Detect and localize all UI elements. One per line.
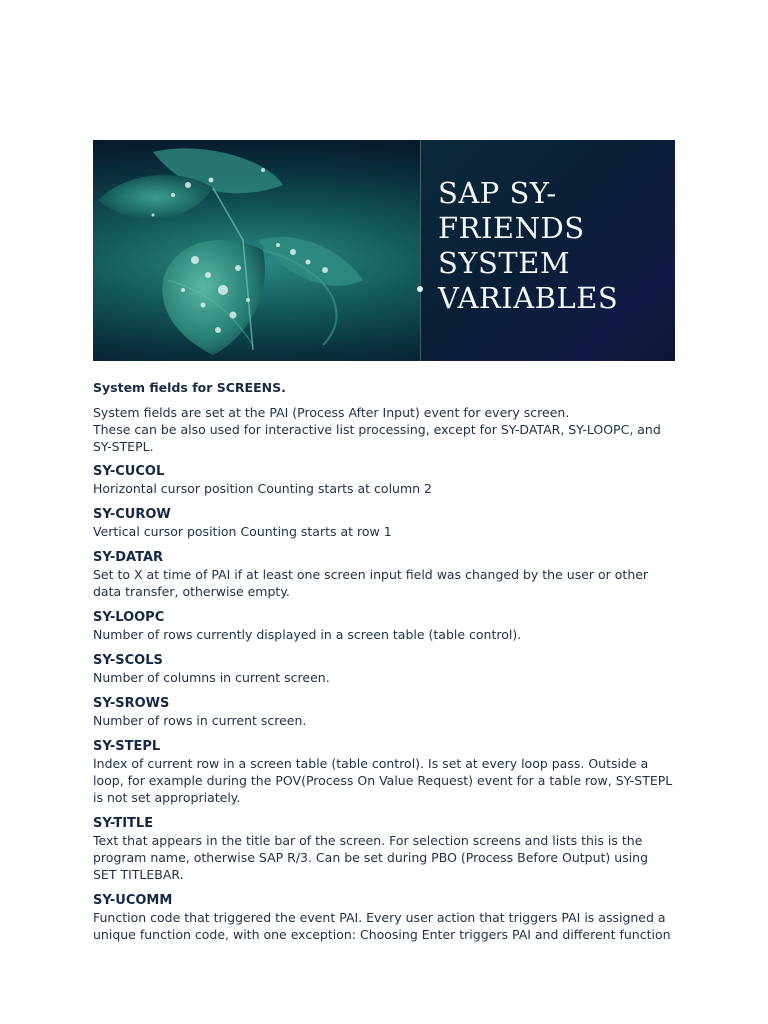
intro-paragraph: These can be also used for interactive list processing, except for SY-DATAR, SY-LOOPC, and SY-STEPL. [93, 422, 661, 454]
leaf-illustration [93, 140, 420, 361]
field-description: Number of rows in current screen. [93, 713, 307, 728]
field-name: SY-TITLE [93, 816, 154, 831]
field-name: SY-STEPL [93, 739, 161, 754]
field-description: Index of current row in a screen table (table control). Is set at every loop pass. Outside a loop, for example during the POV(Process On Value Request) event for a table row, SY-STEPL is not set appropriately. [93, 756, 673, 805]
field-description: Number of rows currently displayed in a screen table (table control). [93, 627, 522, 642]
field-entry-sy-title [93, 815, 675, 883]
banner-divider-dot [417, 286, 423, 292]
field-description: Horizontal cursor position Counting starts at column 2 [93, 481, 432, 496]
document-content [93, 379, 675, 943]
field-description: Number of columns in current screen. [93, 670, 330, 685]
field-description: Function code that triggered the event PAI. Every user action that triggers PAI is assigned a unique function code, with one exception: Choosing Enter triggers PAI and different function [93, 910, 671, 942]
banner-divider [420, 140, 421, 361]
field-name: SY-CUCOL [93, 464, 165, 479]
field-entry-sy-cucol [93, 463, 675, 497]
banner-image [93, 140, 675, 361]
intro-paragraph: System fields are set at the PAI (Process After Input) event for every screen. [93, 405, 570, 420]
field-description: Vertical cursor position Counting starts at row 1 [93, 524, 392, 539]
field-name: SY-CUROW [93, 507, 171, 522]
field-name: SY-SCOLS [93, 653, 163, 668]
field-entry-sy-datar [93, 549, 675, 600]
document-page [93, 140, 675, 952]
section-intro [93, 404, 675, 455]
field-entry-sy-scols [93, 652, 675, 686]
field-name: SY-DATAR [93, 550, 164, 565]
section-heading: System fields for SCREENS. [93, 380, 286, 395]
field-entry-sy-loopc [93, 609, 675, 643]
field-entry-sy-stepl [93, 738, 675, 806]
field-entry-sy-ucomm [93, 892, 675, 943]
field-name: SY-SROWS [93, 696, 170, 711]
banner-title: SAP SY-FRIENDS SYSTEM VARIABLES [438, 176, 619, 315]
field-name: SY-UCOMM [93, 893, 173, 908]
field-entry-sy-curow [93, 506, 675, 540]
field-entry-sy-srows [93, 695, 675, 729]
field-description: Text that appears in the title bar of the screen. For selection screens and lists this is the program name, otherwise SAP R/3. Can be set during PBO (Process Before Output) using SET TITLEBAR. [93, 833, 649, 882]
field-name: SY-LOOPC [93, 610, 165, 625]
field-description: Set to X at time of PAI if at least one screen input field was changed by the user or other data transfer, otherwise empty. [93, 567, 649, 599]
